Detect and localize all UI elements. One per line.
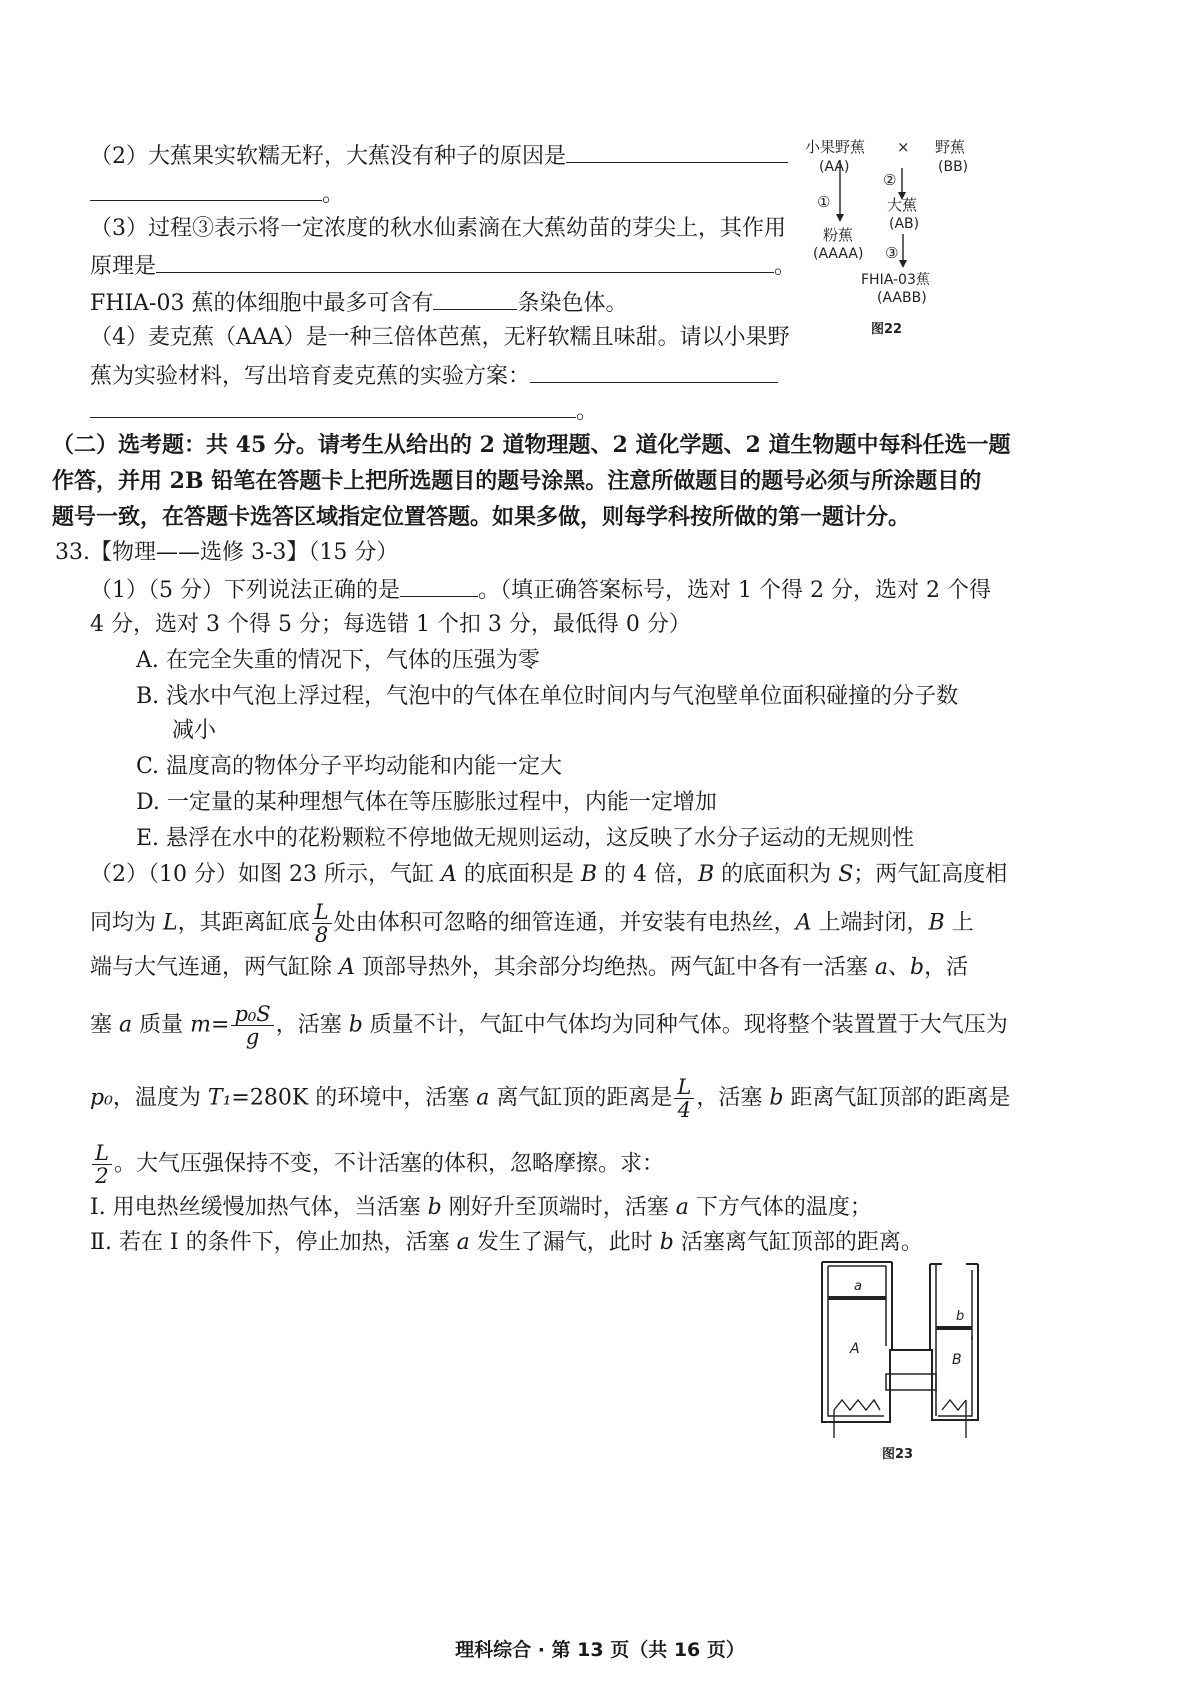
bio-q3c-end: 条染色体。: [517, 291, 628, 316]
q33-part2-line5: [90, 1076, 1010, 1121]
text: Ⅱ. 若在 Ⅰ 的条件下，停止加热，活塞: [90, 1230, 457, 1255]
q33-part1-text: （1）（5 分）下列说法正确的是: [90, 578, 400, 603]
var-a: a: [119, 1012, 133, 1038]
bio-q2-line1: [90, 140, 788, 172]
q33-part2-line6: [90, 1142, 664, 1187]
text: 同均为: [90, 910, 163, 936]
answer-blank[interactable]: [566, 140, 788, 163]
var-b: b: [769, 1085, 784, 1111]
wild-genotype: (BB): [938, 159, 969, 175]
var-a: a: [675, 1195, 689, 1220]
var-b: b: [427, 1195, 442, 1220]
q33-part1-line2: 4 分，选对 3 个得 5 分；每选错 1 个扣 3 分，最低得 0 分）: [90, 612, 691, 637]
bio-q3-label: 原理是: [90, 254, 157, 279]
text: 的底面积为: [714, 862, 839, 887]
figure-23-caption: 图23: [882, 1447, 914, 1460]
text: 质量: [132, 1012, 191, 1038]
var-B: B: [698, 862, 715, 887]
q33-title: 33.【物理——选修 3-3】（15 分）: [55, 540, 399, 565]
figure-22-caption: 图22: [871, 322, 903, 337]
numerator: L: [92, 1142, 112, 1165]
bio-q4-line3: [90, 395, 598, 427]
option-b-line1: B. 浅水中气泡上浮过程，气泡中的气体在单位时间内与气泡壁单位面积碰撞的分子数: [136, 684, 959, 709]
fraction-L-over-8: [312, 901, 332, 946]
text: 离气缸顶的距离是: [489, 1085, 673, 1111]
text: 质量不计，气缸中气体均为同种气体。现将整个装置置于大气压为: [362, 1012, 1008, 1038]
bio-q4-text: 蕉为实验材料，写出培育麦克蕉的实验方案：: [90, 364, 531, 389]
q33-part1-line1: [90, 574, 991, 606]
heating-wire-a: [834, 1400, 880, 1410]
option-e: E. 悬浮在水中的花粉颗粒不停地做无规则运动，这反映了水分子运动的无规则性: [136, 826, 915, 851]
text: 上端封闭，: [811, 910, 929, 936]
big-banana-label: 大蕉: [887, 196, 918, 214]
bio-q3-end: 。: [774, 254, 797, 279]
piston-b: [936, 1326, 972, 1330]
step-3-label: ③: [885, 244, 899, 262]
var-a: a: [874, 955, 889, 980]
option-c: C. 温度高的物体分子平均动能和内能一定大: [136, 754, 563, 779]
equals-sign: =: [211, 1012, 230, 1038]
figure-23-diagram: [820, 1260, 1000, 1460]
var-S: S: [838, 862, 854, 887]
text: 发生了漏气，此时: [469, 1230, 660, 1255]
answer-blank[interactable]: [90, 395, 576, 418]
arrow-3-head: [899, 260, 907, 268]
powder-banana-label: 粉蕉: [823, 226, 854, 244]
option-b-line2: 减小: [172, 718, 217, 743]
step-1-label: ①: [817, 193, 831, 211]
text: 塞: [90, 1012, 119, 1038]
text: 下方气体的温度；: [688, 1195, 872, 1220]
text: （2）（10 分）如图 23 所示，气缸: [90, 862, 441, 887]
arrow-1-head: [836, 214, 844, 222]
fhia-banana-label: FHIA-03蕉: [861, 272, 930, 288]
answer-blank[interactable]: [90, 178, 322, 201]
text: 的底面积是: [456, 862, 581, 887]
denominator: 2: [95, 1164, 109, 1188]
small-wild-banana-label: 小果野蕉: [805, 138, 866, 156]
piston-a: [828, 1296, 886, 1300]
text: 活塞离气缸顶部的距离。: [673, 1230, 923, 1255]
text: ，活: [924, 955, 969, 980]
text: ；两气缸高度相: [853, 862, 1008, 887]
text: Ⅰ. 用电热丝缓慢加热气体，当活塞: [90, 1195, 428, 1220]
fraction-L-over-2: [92, 1142, 112, 1187]
cross-symbol: ×: [897, 138, 910, 156]
var-A: A: [795, 910, 812, 936]
wild-banana-label: 野蕉: [935, 138, 966, 156]
page-footer: 理科综合 · 第 13 页（共 16 页）: [455, 1639, 745, 1661]
option-a: A. 在完全失重的情况下，气体的压强为零: [136, 648, 540, 673]
bio-q2-line2: [90, 178, 344, 210]
denominator: 4: [677, 1098, 692, 1122]
figure-22-diagram: [795, 130, 1005, 345]
var-b: b: [659, 1230, 674, 1255]
answer-blank[interactable]: [400, 574, 478, 597]
q33-part1-text2: 。（填正确答案标号，选对 1 个得 2 分，选对 2 个得: [478, 578, 991, 603]
q33-part2-line2: [90, 901, 974, 946]
bio-q4-line1: （4）麦克蕉（AAA）是一种三倍体芭蕉，无籽软糯且味甜。请以小果野: [90, 325, 790, 350]
fhia-genotype: (AABB): [877, 290, 927, 306]
section-2-line3: 题号一致，在答题卡选答区域指定位置答题。如果多做，则每学科按所做的第一题计分。: [52, 504, 911, 530]
text: 、: [888, 955, 911, 980]
text: ，其距离缸底: [177, 910, 310, 936]
text: 顶部导热外，其余部分均绝热。两气缸中各有一活塞: [354, 955, 875, 980]
bio-q3c-text: FHIA-03 蕉的体细胞中最多可含有: [90, 291, 434, 316]
text: =280K 的环境中，活塞: [231, 1085, 477, 1111]
bio-q3-line1: （3）过程③表示将一定浓度的秋水仙素滴在大蕉幼苗的芽尖上，其作用: [90, 216, 786, 241]
small-wild-genotype: (AA): [819, 159, 850, 175]
section-2-line1: （二）选考题：共 45 分。请考生从给出的 2 道物理题、2 道化学题、2 道生物题中每科任选一题: [52, 432, 1011, 458]
numerator: L: [674, 1076, 694, 1099]
q33-subquestion-2: [90, 1228, 923, 1258]
powder-genotype: (AAAA): [813, 246, 864, 262]
step-2-label: ②: [883, 171, 897, 189]
bio-q3-line2: [90, 250, 796, 282]
fraction-L-over-4: [674, 1076, 694, 1121]
var-m: m: [190, 1012, 211, 1038]
cylinder-b-label: B: [952, 1352, 962, 1368]
q33-part2-line3: [90, 953, 968, 983]
connecting-tube: [886, 1374, 936, 1390]
var-b: b: [348, 1012, 363, 1038]
cylinder-a-label: A: [850, 1341, 860, 1357]
numerator: L: [312, 901, 332, 924]
numerator: p₀S: [231, 1003, 273, 1026]
bio-q4-line2: [90, 360, 778, 392]
cylinder-outer-wall: [822, 1262, 978, 1422]
text: 的 4 倍，: [597, 862, 699, 887]
option-d: D. 一定量的某种理想气体在等压膨胀过程中，内能一定增加: [136, 790, 717, 815]
var-a: a: [456, 1230, 470, 1255]
text: 。大气压强保持不变，不计活塞的体积，忽略摩擦。求：: [113, 1151, 664, 1177]
text: 处由体积可忽略的细管连通，并安装有电热丝，: [333, 910, 796, 936]
var-p0: p₀: [90, 1085, 113, 1111]
answer-blank[interactable]: [156, 250, 774, 273]
fraction-p0S-over-g: [231, 1003, 273, 1048]
var-L: L: [163, 910, 178, 936]
var-A: A: [440, 862, 457, 887]
q33-part2-line4: [90, 1003, 1008, 1048]
text: 上: [944, 910, 974, 936]
var-B: B: [580, 862, 598, 887]
text: ，温度为: [112, 1085, 208, 1111]
var-B: B: [928, 910, 945, 936]
piston-a-label: a: [854, 1279, 862, 1294]
var-T1: T₁: [207, 1085, 232, 1111]
bio-q2-end: 。: [322, 182, 345, 207]
text: 端与大气连通，两气缸除: [90, 955, 339, 980]
answer-blank[interactable]: [530, 360, 778, 383]
q33-subquestion-1: [90, 1193, 872, 1223]
text: 刚好升至顶端时，活塞: [441, 1195, 676, 1220]
text: ，活塞: [696, 1085, 770, 1111]
section-2-line2: 作答，并用 2B 铅笔在答题卡上把所选题目的题号涂黑。注意所做题目的题号必须与所涂题目的: [52, 468, 982, 494]
bio-q3-line3: [90, 287, 627, 319]
bio-q4-end: 。: [576, 399, 599, 424]
var-b: b: [910, 955, 925, 980]
text: 距离气缸顶部的距离是: [783, 1085, 1011, 1111]
text: ，活塞: [275, 1012, 349, 1038]
heating-wire-b: [942, 1400, 966, 1410]
var-a: a: [476, 1085, 490, 1111]
denominator: g: [245, 1025, 260, 1049]
denominator: 8: [314, 923, 329, 947]
big-genotype: (AB): [889, 216, 920, 232]
piston-b-label: b: [956, 1309, 965, 1324]
answer-blank[interactable]: [433, 287, 517, 310]
q33-part2-line1: [90, 860, 1007, 890]
bio-q2-text: （2）大蕉果实软糯无籽，大蕉没有种子的原因是: [90, 144, 566, 169]
var-A: A: [339, 955, 355, 980]
